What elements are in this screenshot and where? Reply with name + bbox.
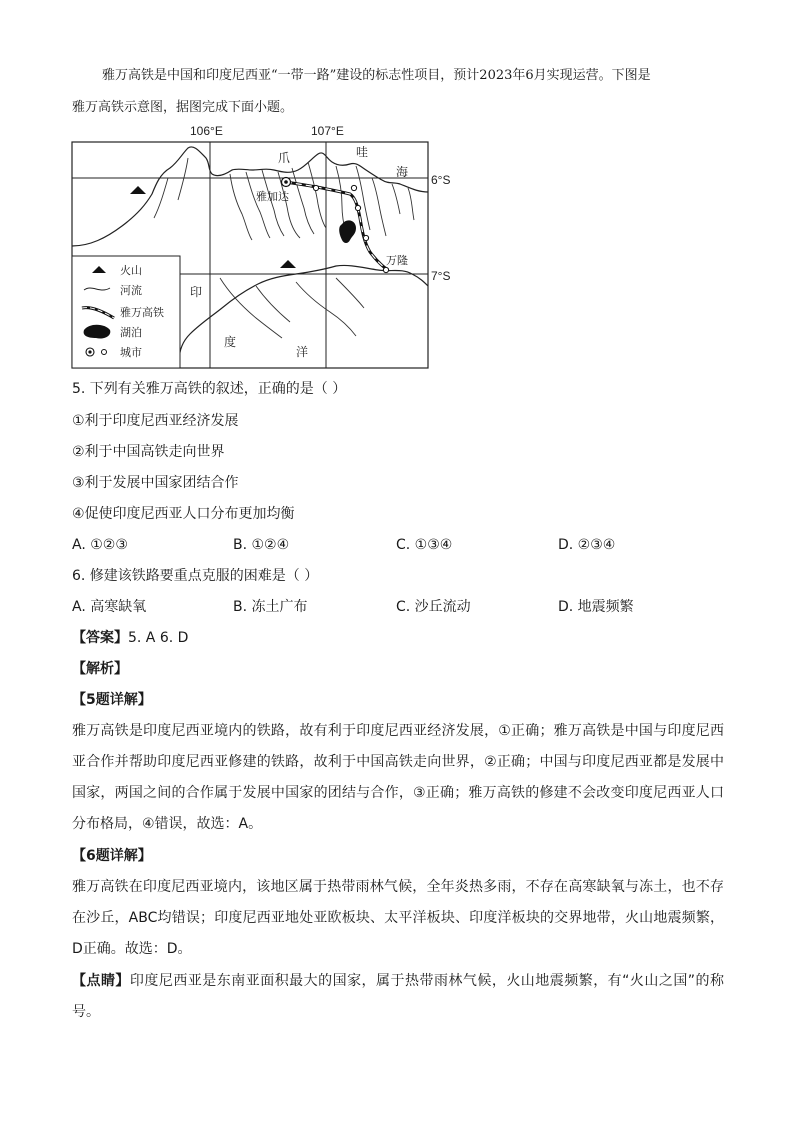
q5-item-1: ①利于印度尼西亚经济发展 [72,413,239,429]
bandung-city-icon [383,267,388,272]
label-jakarta: 雅加达 [256,190,289,203]
city-icon [363,235,368,240]
intro-line-1: 雅万高铁是中国和印度尼西亚“一带一路”建设的标志性项目，预计2023年6月实现运营。下图是 [102,68,651,83]
lat-7s-label: 7°S [431,269,451,283]
detail5-text: 雅万高铁是印度尼西亚境内的铁路，故有利于印度尼西亚经济发展，①正确；雅万高铁是中国与印度尼西亚合作并帮助印度尼西亚修建的铁路，故利于中国高铁走向世界，②正确；中国与印度尼西亚都是发展中国家，两国之间的合作属于发展中国家的团结与合作，③正确；雅万高铁的修建不会改变印度尼西亚人口分布格局，④错误，故选：A。 [72,723,724,832]
city-icon [355,205,360,210]
city-icon [351,185,356,190]
q6-option-d: D. 地震频繁 [558,599,634,615]
legend-lake-label: 湖泊 [120,326,142,339]
answer-line [72,628,188,648]
q5-option-a: A. ①②③ [72,537,128,553]
label-wa: 哇 [356,145,369,159]
high-speed-rail-map [60,118,480,374]
intro-paragraph [72,60,724,124]
label-hai: 海 [396,165,409,179]
label-zhua: 爪 [278,151,291,165]
legend-river-label: 河流 [120,284,142,297]
q6-option-a: A. 高寒缺氧 [72,599,147,615]
q5-option-d: D. ②③④ [558,537,616,553]
lat-6s-label: 6°S [431,173,451,187]
detail5-label: 【5题详解】 [72,692,152,708]
detail6-label: 【6题详解】 [72,848,152,864]
q5-option-b: B. ①②④ [233,537,290,553]
q5-stem: 5. 下列有关雅万高铁的叙述，正确的是（ ） [72,381,347,397]
answer-label: 【答案】 [72,630,128,646]
label-yin: 印 [190,285,203,299]
tip-paragraph [72,966,724,1028]
q5-item-2: ②利于中国高铁走向世界 [72,444,225,460]
q5-item-4: ④促使印度尼西亚人口分布更加均衡 [72,506,295,522]
lon-106-label: 106°E [190,124,223,138]
legend-city-icon [102,350,107,355]
legend-railway-label: 雅万高铁 [120,306,164,319]
q6-stem: 6. 修建该铁路要重点克服的困难是（ ） [72,568,319,584]
detail6-text: 雅万高铁在印度尼西亚境内，该地区属于热带雨林气候，全年炎热多雨，不存在高寒缺氧与冻土，也不存在沙丘，ABC均错误；印度尼西亚地处亚欧板块、太平洋板块、印度洋板块的交界地带，火山地震频繁，D正确。故选：D。 [72,879,724,957]
tip-label: 【点睛】 [72,973,130,989]
lon-107-label: 107°E [311,124,344,138]
tip-text: 印度尼西亚是东南亚面积最大的国家，属于热带雨林气候，火山地震频繁，有“火山之国”的称号。 [72,973,724,1020]
q5-option-c: C. ①③④ [396,537,453,553]
answer-text: 5. A 6. D [128,630,189,646]
intro-line-2: 雅万高铁示意图，据图完成下面小题。 [72,100,294,115]
q5-item-3: ③利于发展中国家团结合作 [72,475,239,491]
label-yang: 洋 [296,345,309,359]
q6-option-b: B. 冻土广布 [233,599,308,615]
q6-option-c: C. 沙丘流动 [396,599,471,615]
analysis-label: 【解析】 [72,661,128,677]
label-du: 度 [224,335,237,349]
city-icon [313,185,318,190]
legend-volcano-label: 火山 [120,264,142,277]
legend-city-label: 城市 [120,346,142,359]
label-bandung: 万隆 [386,254,408,267]
